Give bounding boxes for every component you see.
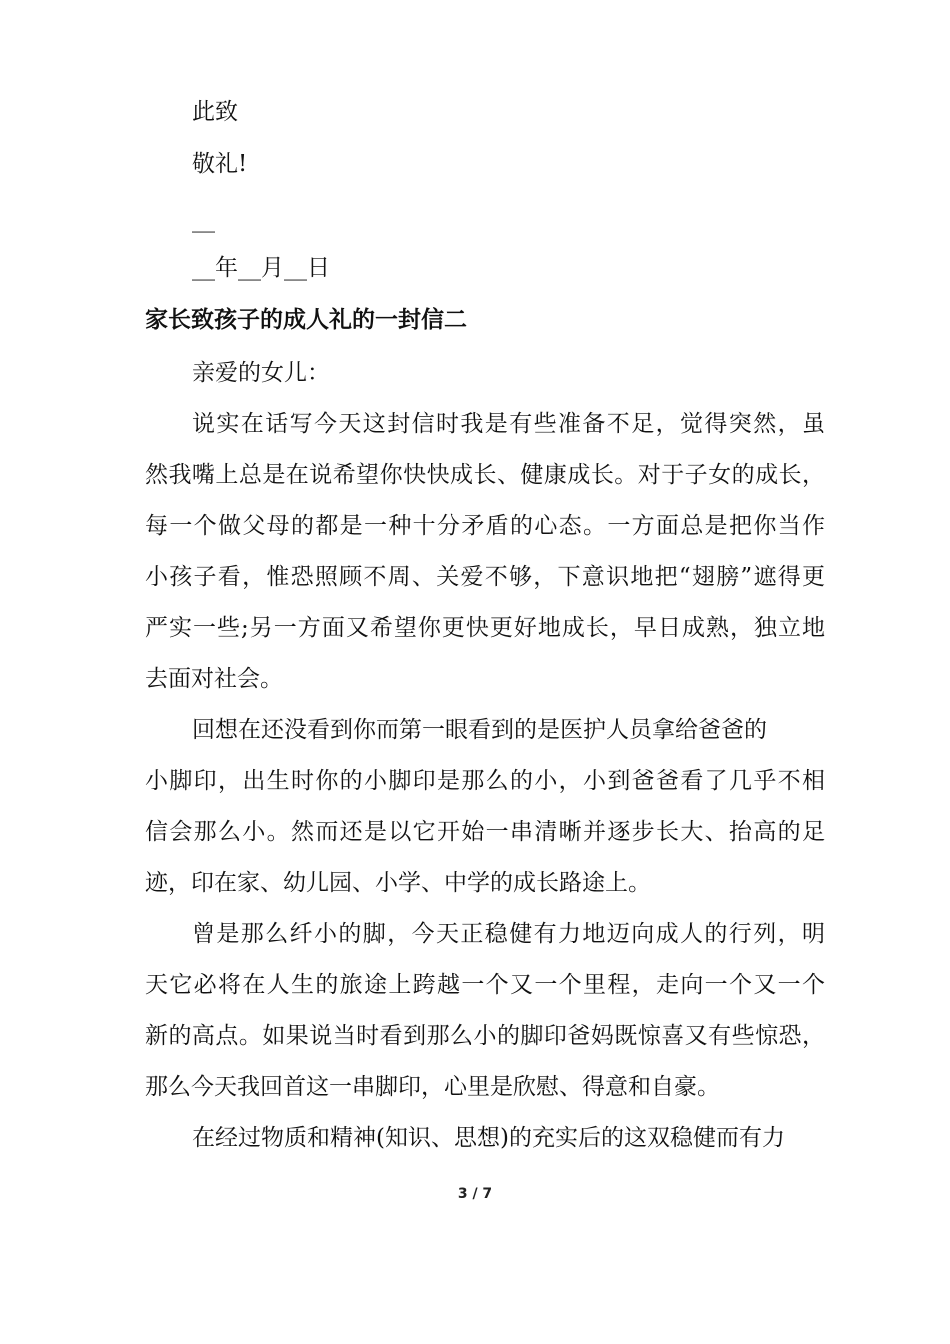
paragraph-1-line-2: 然我嘴上总是在说希望你快快成长、健康成长。对于子女的成长， [145,462,825,488]
paragraph-2-line-3: 信会那么小。然而还是以它开始一串清晰并逐步长大、抬高的足 [145,819,825,845]
paragraph-2-line-2: 小脚印，出生时你的小脚印是那么的小，小到爸爸看了几乎不相 [145,768,825,794]
paragraph-2-line-1: 回想在还没看到你而第一眼看到的是医护人员拿给爸爸的 [192,717,767,743]
paragraph-1-line-5: 严实一些;另一方面又希望你更快更好地成长，早日成熟，独立地 [145,615,825,641]
page-number: 3 / 7 [457,1186,493,1202]
paragraph-1-line-4: 小孩子看，惟恐照顾不周、关爱不够，下意识地把“翅膀”遮得更 [145,564,825,590]
section-title: 家长致孩子的成人礼的一封信二 [145,306,467,333]
paragraph-1-line-3: 每一个做父母的都是一种十分矛盾的心态。一方面总是把你当作 [145,513,825,539]
paragraph-1-line-6: 去面对社会。 [145,666,283,692]
paragraph-4-line-1: 在经过物质和精神(知识、思想)的充实后的这双稳健而有力 [192,1125,785,1151]
paragraph-2-line-4: 迹，印在家、幼儿园、小学、中学的成长路途上。 [145,870,651,896]
paragraph-1-line-1: 说实在话写今天这封信时我是有些准备不足，觉得突然，虽 [192,411,825,437]
paragraph-3-line-1: 曾是那么纤小的脚，今天正稳健有力地迈向成人的行列，明 [192,921,825,947]
signature-blank: __ [192,207,215,233]
paragraph-3-line-2: 天它必将在人生的旅途上跨越一个又一个里程，走向一个又一个 [145,972,825,998]
paragraph-3-line-3: 新的高点。如果说当时看到那么小的脚印爸妈既惊喜又有些惊恐， [145,1023,825,1049]
closing-salutation-1: 此致 [192,99,238,125]
paragraph-3-line-4: 那么今天我回首这一串脚印，心里是欣慰、得意和自豪。 [145,1074,720,1100]
letter-date: __年__月__日 [192,255,330,281]
closing-salutation-2: 敬礼! [192,151,248,177]
letter-greeting: 亲爱的女儿： [192,360,330,386]
